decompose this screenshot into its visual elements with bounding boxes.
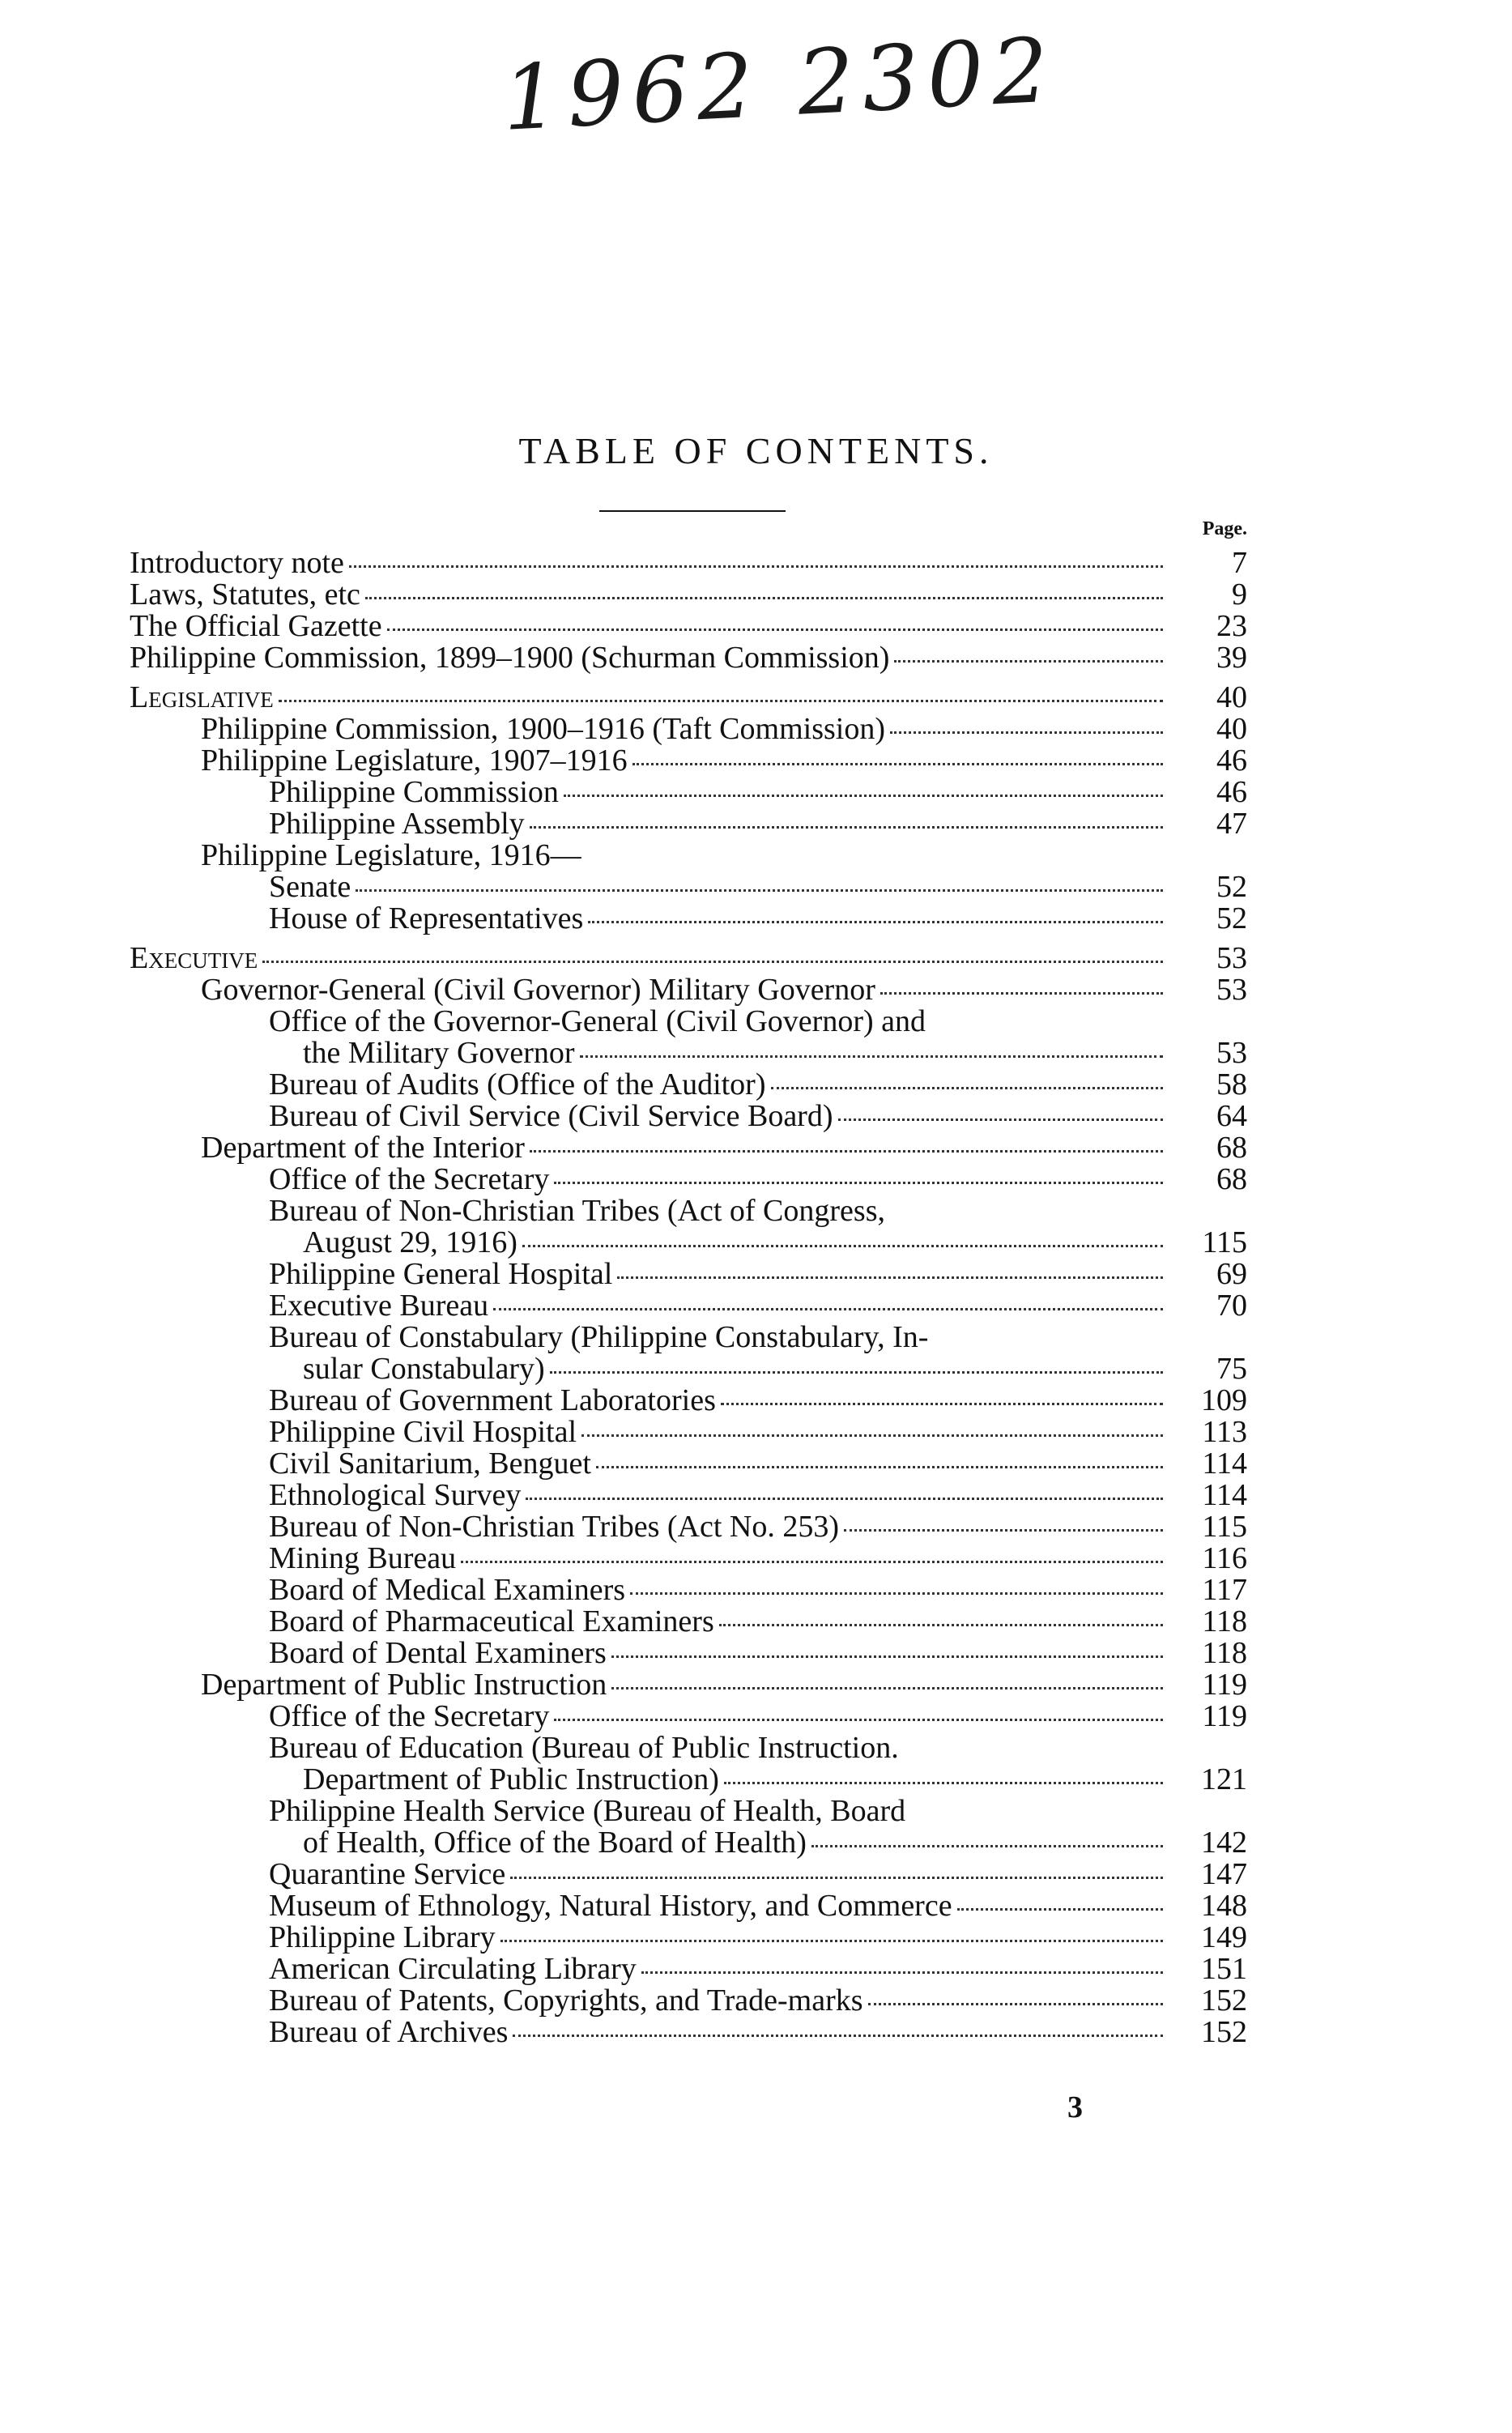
toc-row [130,903,1247,935]
toc-entry-text: Civil Sanitarium, Benguet [269,1447,591,1481]
toc-entry-text: sular Constabulary) [303,1352,545,1386]
toc-entry-text: Introductory note [130,546,344,580]
toc-entry-text: Bureau of Government Laboratories [269,1383,716,1417]
dot-leader [554,1182,1163,1184]
toc-row [130,871,1247,903]
toc-row [130,1069,1247,1101]
toc-page-number: 53 [1216,1036,1247,1070]
dot-leader [262,961,1163,963]
dot-leader [356,889,1163,892]
toc-row [130,1227,1247,1259]
toc-page-number: 114 [1202,1478,1247,1512]
toc-page-number: 70 [1216,1289,1247,1323]
toc-page-number: 118 [1202,1604,1247,1638]
toc-row [130,777,1247,808]
dot-leader [522,1245,1163,1247]
toc-page-number: 58 [1216,1067,1247,1101]
toc-entry-text: Bureau of Education (Bureau of Public Instruction. [269,1731,899,1765]
dot-leader [550,1371,1163,1374]
toc-entry-text: Board of Medical Examiners [269,1573,626,1607]
toc-page-number: 68 [1216,1162,1247,1196]
toc-row [130,1038,1247,1069]
dot-leader [596,1466,1163,1468]
toc-entry-text: House of Representatives [269,901,584,935]
dot-leader [630,1592,1163,1595]
toc-page-number: 47 [1216,807,1247,841]
toc-row [130,943,1247,974]
toc-entry-text: Board of Pharmaceutical Examiners [269,1604,714,1638]
toc-row [130,1669,1247,1701]
dot-leader [365,597,1163,599]
toc-entry-text: Department of the Interior [201,1131,525,1165]
dot-leader [554,1719,1163,1721]
toc-page-number: 68 [1216,1131,1247,1165]
toc-row [130,2017,1247,2048]
dot-leader [580,1055,1163,1058]
toc-entry-text: of Health, Office of the Board of Health) [303,1826,807,1860]
toc-entry-text: Legislative [130,680,274,714]
toc-row [130,974,1247,1006]
dot-leader [513,2035,1163,2037]
toc-row [130,1511,1247,1543]
toc-row [130,1322,1247,1353]
dot-leader [500,1940,1163,1942]
toc-row [130,682,1247,714]
dot-leader [279,700,1163,702]
toc-row [130,1764,1247,1796]
toc-entry-text: Governor-General (Civil Governor) Military Governor [201,973,875,1007]
toc-entry-text: Bureau of Civil Service (Civil Service Board) [269,1099,833,1133]
toc-row [130,1796,1247,1827]
toc-page-number: 64 [1216,1099,1247,1133]
toc-entry-text: Mining Bureau [269,1541,457,1575]
dot-leader [811,1845,1163,1847]
toc-entry-text: Philippine Library [269,1920,496,1954]
toc-row [130,1006,1247,1038]
dot-leader [588,921,1163,923]
dot-leader [721,1403,1163,1405]
toc-row [130,1543,1247,1574]
toc-row [130,808,1247,840]
dot-leader [387,628,1163,631]
toc-entry-text: August 29, 1916) [303,1225,517,1259]
toc-page-number: 149 [1201,1920,1247,1954]
table-of-contents [130,548,1247,2048]
toc-page-number: 46 [1216,775,1247,809]
toc-entry-text: Philippine Legislature, 1916— [201,838,581,872]
toc-entry-text: Philippine Commission [269,775,559,809]
toc-entry-text: Office of the Secretary [269,1162,550,1196]
toc-page-number: 148 [1201,1889,1247,1923]
dot-leader [461,1561,1163,1563]
toc-entry-text: Philippine Civil Hospital [269,1415,577,1449]
toc-row [130,1922,1247,1954]
dot-leader [890,731,1163,734]
toc-entry-text: Bureau of Non-Christian Tribes (Act of Congress, [269,1194,885,1228]
handwritten-call-number: 1962 2302 [500,18,1059,151]
toc-row [130,1827,1247,1859]
toc-entry-text: Senate [269,870,351,904]
toc-entry-text: Philippine Commission, 1899–1900 (Schurman Commission) [130,641,890,675]
toc-page-number: 75 [1216,1352,1247,1386]
toc-row [130,714,1247,745]
toc-entry-text: Executive Bureau [269,1289,489,1323]
toc-page-number: 7 [1232,546,1247,580]
toc-row [130,611,1247,642]
toc-entry-text: Office of the Secretary [269,1699,550,1733]
toc-entry-text: Philippine Commission, 1900–1916 (Taft Commission) [201,712,885,746]
toc-page-number: 52 [1216,870,1247,904]
toc-row [130,548,1247,579]
toc-row [130,745,1247,777]
toc-page-number: 115 [1202,1510,1247,1544]
toc-page-number: 152 [1201,1983,1247,2018]
page-number: 3 [1067,2090,1083,2124]
toc-page-number: 52 [1216,901,1247,935]
toc-entry-text: Department of Public Instruction) [303,1762,719,1796]
dot-leader [868,2003,1163,2005]
toc-page-number: 147 [1201,1857,1247,1891]
page-title: TABLE OF CONTENTS. [518,430,994,471]
toc-entry-text: Office of the Governor-General (Civil Governor) and [269,1004,926,1038]
toc-entry-text: Philippine General Hospital [269,1257,613,1291]
toc-entry-text: American Circulating Library [269,1952,637,1986]
toc-page-number: 40 [1216,680,1247,714]
dot-leader [530,826,1163,829]
toc-entry-text: Executive [130,941,258,975]
toc-row [130,1606,1247,1638]
toc-row [130,1385,1247,1417]
toc-row [130,1448,1247,1480]
dot-leader [510,1877,1163,1879]
dot-leader [719,1624,1163,1626]
toc-page-number: 151 [1201,1952,1247,1986]
toc-entry-text: Ethnological Survey [269,1478,522,1512]
toc-entry-text: Bureau of Constabulary (Philippine Constabulary, In- [269,1320,929,1354]
dot-leader [771,1087,1164,1089]
dot-leader [617,1276,1163,1279]
dot-leader [611,1655,1163,1658]
dot-leader [349,565,1163,568]
toc-row [130,1164,1247,1195]
toc-row [130,1101,1247,1132]
toc-page-number: 40 [1216,712,1247,746]
toc-row [130,1574,1247,1606]
toc-page-number: 115 [1202,1225,1247,1259]
toc-row [130,579,1247,611]
toc-row [130,1353,1247,1385]
dot-leader [526,1498,1163,1500]
dot-leader [581,1434,1163,1437]
toc-page-number: 53 [1216,941,1247,975]
toc-page-number: 118 [1202,1636,1247,1670]
toc-entry-text: Bureau of Patents, Copyrights, and Trade-marks [269,1983,863,2018]
toc-page-number: 152 [1201,2015,1247,2049]
toc-page-number: 119 [1202,1699,1247,1733]
toc-page-number: 119 [1202,1668,1247,1702]
dot-leader [564,795,1163,797]
toc-page-number: 116 [1202,1541,1247,1575]
toc-row [130,1638,1247,1669]
toc-row [130,642,1247,674]
toc-entry-text: Philippine Health Service (Bureau of Health, Board [269,1794,906,1828]
toc-row [130,1890,1247,1922]
toc-row [130,1480,1247,1511]
toc-entry-text: Laws, Statutes, etc [130,577,360,611]
toc-entry-text: Quarantine Service [269,1857,506,1891]
toc-row [130,1859,1247,1890]
toc-row [130,840,1247,871]
toc-entry-text: the Military Governor [303,1036,575,1070]
toc-row [130,1259,1247,1290]
toc-row [130,1417,1247,1448]
toc-entry-text: Bureau of Audits (Office of the Auditor) [269,1067,766,1101]
toc-row [130,1954,1247,1985]
dot-leader [838,1118,1164,1121]
dot-leader [957,1908,1163,1911]
toc-page-number: 113 [1202,1415,1247,1449]
toc-row [130,1132,1247,1164]
toc-page-number: 142 [1201,1826,1247,1860]
dot-leader [880,992,1163,995]
toc-entry-text: Philippine Legislature, 1907–1916 [201,744,628,778]
toc-row [130,1701,1247,1732]
toc-entry-text: Museum of Ethnology, Natural History, and Commerce [269,1889,952,1923]
page-column-header: Page. [1202,518,1247,539]
toc-page-number: 39 [1216,641,1247,675]
toc-page-number: 9 [1232,577,1247,611]
toc-entry-text: Bureau of Non-Christian Tribes (Act No. 253) [269,1510,839,1544]
toc-page-number: 53 [1216,973,1247,1007]
dot-leader [844,1529,1163,1532]
title-rule [599,510,786,512]
toc-entry-text: Bureau of Archives [269,2015,509,2049]
toc-entry-text: The Official Gazette [130,609,382,643]
dot-leader [611,1687,1163,1689]
toc-page-number: 69 [1216,1257,1247,1291]
toc-page-number: 46 [1216,744,1247,778]
dot-leader [641,1971,1163,1974]
toc-row [130,1732,1247,1764]
toc-page-number: 117 [1202,1573,1247,1607]
toc-entry-text: Department of Public Instruction [201,1668,607,1702]
toc-page-number: 109 [1201,1383,1247,1417]
dot-leader [530,1150,1163,1153]
toc-entry-text: Philippine Assembly [269,807,525,841]
dot-leader [493,1308,1163,1310]
toc-row [130,1985,1247,2017]
toc-page-number: 121 [1201,1762,1247,1796]
dot-leader [632,763,1163,765]
dot-leader [724,1782,1163,1784]
dot-leader [894,660,1163,663]
toc-row [130,1290,1247,1322]
toc-entry-text: Board of Dental Examiners [269,1636,607,1670]
toc-page-number: 114 [1202,1447,1247,1481]
toc-row [130,1195,1247,1227]
toc-page-number: 23 [1216,609,1247,643]
